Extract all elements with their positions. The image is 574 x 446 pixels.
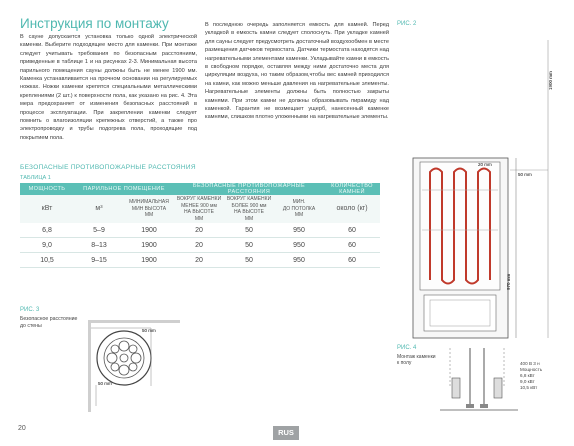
figure-2-dimension: 20 mm bbox=[478, 162, 492, 167]
mounting-bracket bbox=[494, 378, 502, 398]
figure-2-front-view bbox=[398, 30, 558, 345]
table-row: 6,8 5–9 1900 20 50 950 60 bbox=[20, 223, 380, 238]
body-text-column-2 bbox=[205, 21, 389, 122]
section-title: БЕЗОПАСНЫЕ ПРОТИВОПОЖАРНЫЕ РАССТОЯНИЯ bbox=[20, 164, 196, 171]
figure-4-mounting bbox=[440, 348, 518, 420]
figure-2-label: РИС. 2 bbox=[397, 21, 417, 27]
unit-volume: м³ bbox=[74, 195, 124, 223]
unit-stones: около (кг) bbox=[324, 195, 380, 223]
page-number: 20 bbox=[18, 425, 26, 432]
table-row: 9,0 8–13 1900 20 50 950 60 bbox=[20, 238, 380, 253]
figure-3-label: РИС. 3 bbox=[20, 307, 40, 313]
power-note: 400 В 3 н Мощность 6,8 кВт 9,0 кВт 10,5 кВт bbox=[520, 361, 543, 390]
body-text-column-1 bbox=[20, 33, 197, 142]
mounting-bracket bbox=[452, 378, 460, 398]
header-power: МОЩНОСТЬ bbox=[20, 183, 74, 195]
figure-2-dimension: 1900 mm bbox=[548, 71, 553, 90]
body-paragraph: В последнюю очередь заполняется емкость для камней. Перед укладкой в емкость камни следует сполоснуть. При укладке камней для сауны следует предусмотреть достаточный воздухообмен в месте размещения датчиков термостата. Датчики термостата находятся над нагревательными элементами каменки. Укладывайте камни в емкость в свободном порядке, оставляя между ними достаточно места для циркуляции воздуха, но таким образом,чтобы вес камней приходился на камни, как можно меньше давления на нагревательные элементы. Нагревательные элементы должны быть полностью закрыты камнями. При этом камни не должны образовывать пирамиду над каменкой. Гарантия не возмещает ущерб, нанесенный каменке камнями, слишком плотно уложенными на нагревательные элементы. bbox=[205, 22, 389, 121]
figure-4-caption: Монтаж каменки к полу bbox=[397, 354, 436, 367]
page-title: Инструкция по монтажу bbox=[20, 16, 169, 31]
wall-left bbox=[88, 320, 91, 412]
figure-2-dimension: 50 mm bbox=[518, 172, 532, 177]
header-safety: БЕЗОПАСНЫЕ ПРОТИВОПОЖАРНЫЕ РАССТОЯНИЯ bbox=[174, 183, 324, 195]
table-label: ТАБЛИЦА 1 bbox=[20, 175, 51, 181]
header-stones: КОЛИЧЕСТВО КАМНЕЙ bbox=[324, 183, 380, 195]
figure-3-top-view bbox=[84, 316, 184, 416]
unit-ceiling: МИН. ДО ПОТОЛКА ММ bbox=[274, 195, 324, 223]
figure-3-caption: Безопасное расстояние до стены bbox=[20, 316, 78, 329]
body-paragraph: В сауне допускается установка только одной электрической каменки. Выберите подходящее место для каменки. При монтаже следует учитывать требования по безопасным расстояниям, приведенные в таблице 1 и на рисунках 2-3. Минимальная высота парильного помещения сауны должны быть не менее 1900 мм. Каменка устанавливается на прочном основании на регулируемых ножках. Ножки каменки крепятся специальными металлическими креплениями (2 шт.) к поверхности пола, как указано на рис. 4. Эта мера предохраняет от изменения безопасных расстояний в процессе эксплуатации. При закреплении каменки следует помнить о влагоизоляции крепежных отверстий, а также про электропроводку и трубы подогрева пола, проходящие под покрытием пола. bbox=[20, 34, 197, 141]
figure-4-label: РИС. 4 bbox=[397, 345, 417, 351]
figure-2-dimension: 970 mm bbox=[506, 273, 511, 290]
safety-distance-table bbox=[20, 183, 380, 268]
header-room: ПАРИЛЬНОЕ ПОМЕЩЕНИЕ bbox=[74, 183, 174, 195]
unit-around-above: ВОКРУГ КАМЕНКИ БОЛЕЕ 900 мм НА ВЫСОТЕ ММ bbox=[224, 195, 274, 223]
table-row: 10,5 9–15 1900 20 50 950 60 bbox=[20, 253, 380, 268]
figure-3-dimension: 50 mm bbox=[98, 381, 112, 386]
wall-top bbox=[88, 320, 180, 323]
unit-around-below: ВОКРУГ КАМЕНКИ МЕНЕЕ 900 мм НА ВЫСОТЕ ММ bbox=[174, 195, 224, 223]
language-badge: RUS bbox=[273, 426, 299, 440]
unit-power: кВт bbox=[20, 195, 74, 223]
figure-3-dimension: 50 mm bbox=[142, 328, 156, 333]
unit-min-height: МИНИМАЛЬНАЯ МИН ВЫСОТА ММ bbox=[124, 195, 174, 223]
